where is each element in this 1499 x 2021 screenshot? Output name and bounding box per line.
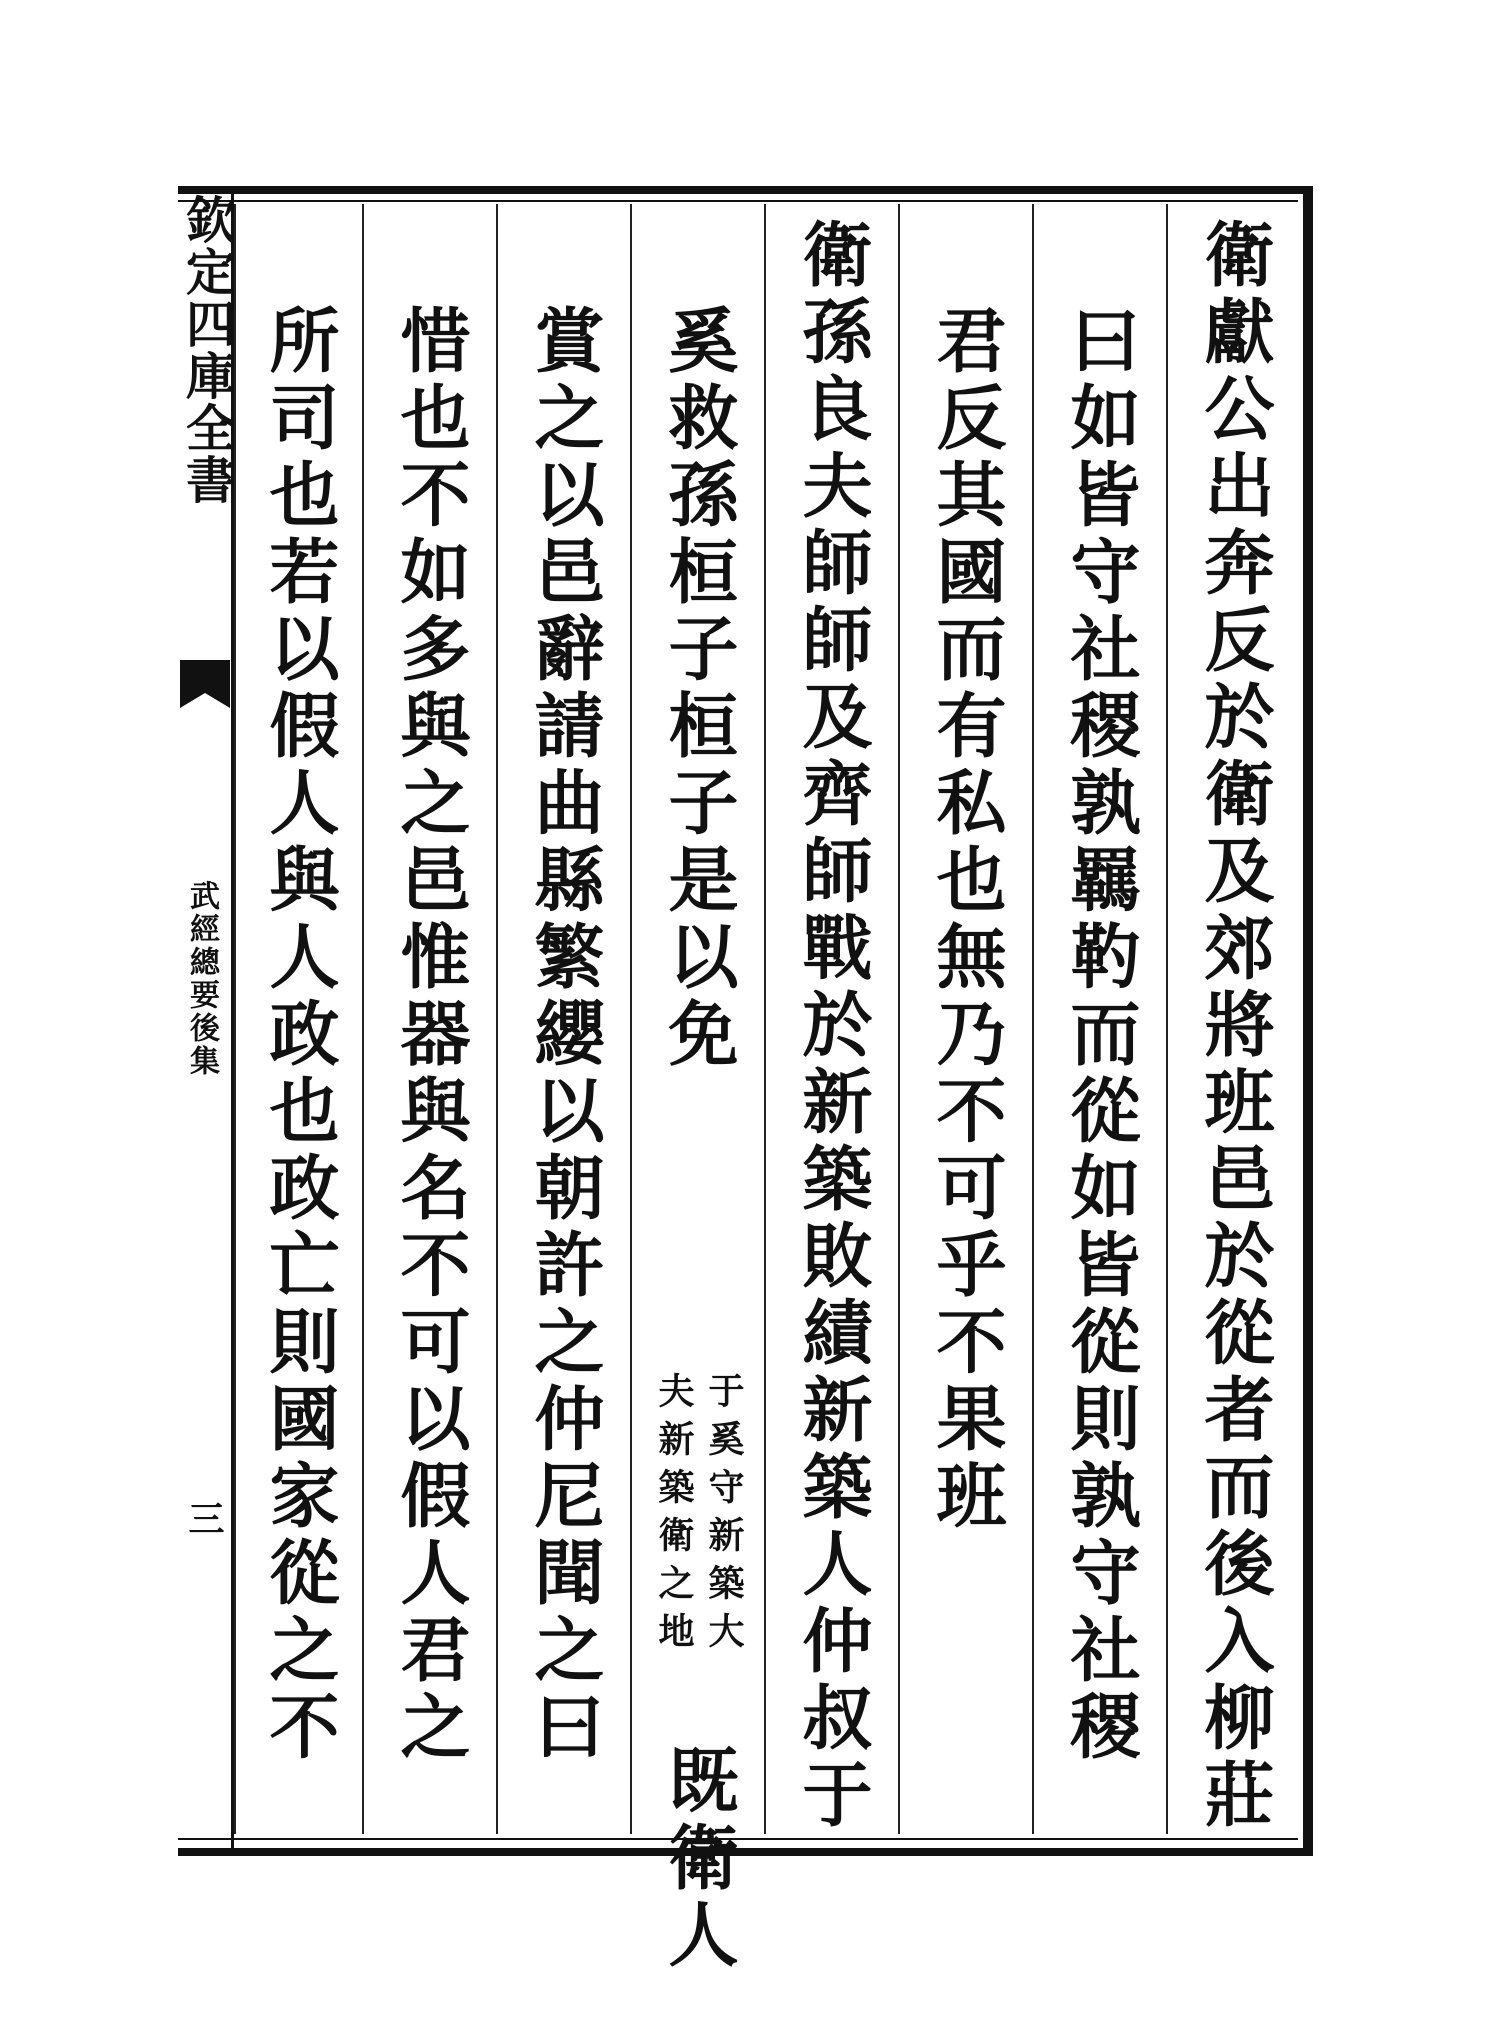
collection-title: 欽定四庫全書 (178, 194, 237, 506)
text-column-4 (764, 204, 898, 1834)
annotation-right: 于奚守新築大 (703, 1372, 745, 1660)
column-text: 惜也不如多與之邑惟器與名不可以假人君之 (389, 304, 472, 1767)
text-column-7 (362, 204, 496, 1834)
text-column-5 (630, 204, 764, 1975)
top-rule (178, 200, 1298, 202)
column-text: 賞之以邑辭請曲縣繁纓以朝許之仲尼聞之曰 (523, 304, 606, 1767)
column-text-continued: 既衛人 (657, 1744, 740, 1975)
text-column-1 (1166, 204, 1300, 1834)
annotation-left: 夫新築衛之地 (653, 1372, 695, 1660)
column-text: 衛孫良夫師師及齊師戰於新築敗績新築人仲叔于 (791, 218, 874, 1835)
text-column-3 (898, 204, 1032, 1834)
book-title: 武經總要後集 (184, 880, 219, 1078)
column-text: 君反其國而有私也無乃不可乎不果班 (925, 304, 1008, 1536)
column-text: 所司也若以假人與人政也政亡則國家從之不 (258, 304, 341, 1767)
text-column-2 (1032, 204, 1166, 1834)
column-text: 曰如皆守社稷孰羈靮而從如皆從則孰守社稷 (1059, 304, 1142, 1767)
text-column-8 (234, 204, 362, 1834)
column-text: 衛獻公出奔反於衛及郊將班邑於從者而後入柳莊 (1193, 218, 1276, 1835)
page-number: 三 (183, 1500, 225, 1536)
text-column-6 (496, 204, 630, 1834)
column-text: 奚救孫桓子桓子是以免 (657, 304, 740, 1074)
